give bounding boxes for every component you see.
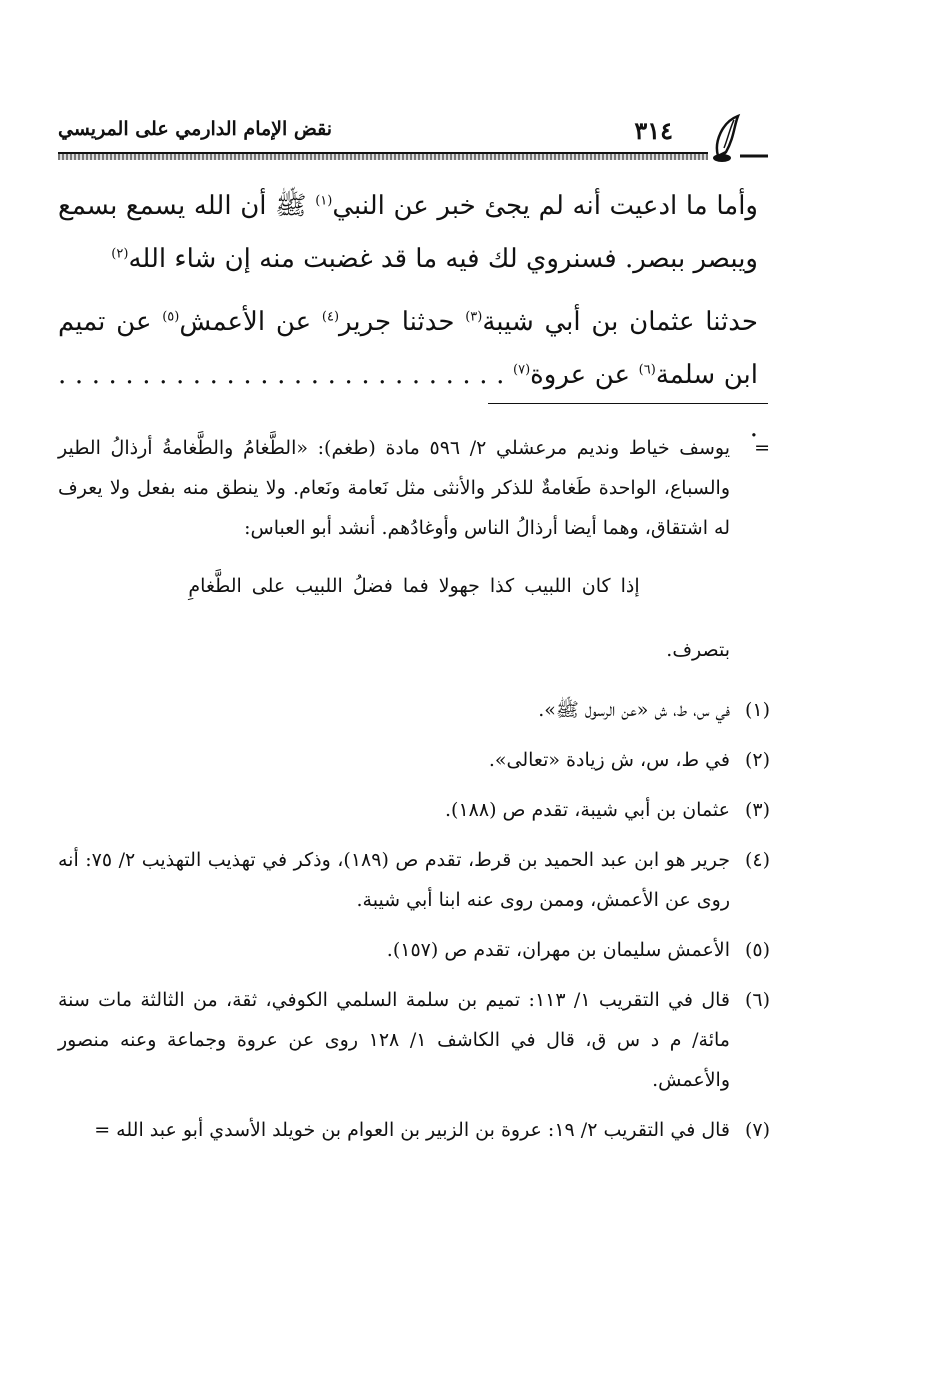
footnote-text: في ط، س، ش زيادة «تعالى». xyxy=(488,749,730,771)
main-paragraph xyxy=(58,180,758,286)
text-run: عن تميم ابن سلمة xyxy=(58,307,759,390)
footnote-ref: (٦) xyxy=(638,362,656,378)
quill-inkwell-icon xyxy=(704,112,768,164)
text-run: حدثنا عثمان بن أبي شيبة xyxy=(482,307,758,337)
main-text xyxy=(58,180,758,463)
text-run: وأما ما ادعيت أنه لم يجئ خبر عن النبي xyxy=(332,191,758,221)
text-run: عن عروة xyxy=(530,360,631,390)
footnote-text: عثمان بن أبي شيبة، تقدم ص (١٨٨). xyxy=(445,799,730,821)
footnote-ref: (٢) xyxy=(111,246,129,262)
footnote-text: الأعمش سليمان بن مهران، تقدم ص (١٥٧). xyxy=(386,939,730,961)
text-run: حدثنا جرير xyxy=(339,307,455,337)
page-header xyxy=(58,112,768,156)
footnote-text: جرير هو ابن عبد الحميد بن قرط، تقدم ص (١٨٩)، وذكر في تهذيب التهذيب ٢/ ٧٥: أنه روى عن الأعمش، وممن روى عنه ابنا أبي شيبة. xyxy=(58,849,730,911)
footnote-number: (٧) xyxy=(744,1119,770,1141)
poetry-verse: إذا كان اللبيب كذا جهولا فما فضلُ اللبيب على الطَّغامِ xyxy=(188,575,640,597)
footnote-text: قال في التقريب ١/ ١١٣: تميم بن سلمة السلمي الكوفي، ثقة، من الثالثة مات سنة مائة/ م د س ق، قال في الكاشف ١/ ١٢٨ روى عن عروة وجماعة وعنه منصور والأعمش. xyxy=(58,989,730,1091)
footnote-ref: (٧) xyxy=(513,362,531,378)
text-run: عن الأعمش xyxy=(179,307,312,337)
page-number: ٣١٤ xyxy=(634,116,673,145)
footnote-ref: (٥) xyxy=(162,309,180,325)
footnote-text: قال في التقريب ٢/ ١٩: عروة بن الزبير بن العوام بن خويلد الأسدي أبو عبد الله = xyxy=(94,1119,730,1141)
footnote-source-note: بتصرف. xyxy=(666,639,730,661)
footnote-number: (٦) xyxy=(744,989,770,1011)
footnote-ref: (٤) xyxy=(321,309,340,325)
footnote-item xyxy=(58,980,770,1100)
footnote-number: (٤) xyxy=(744,849,770,871)
header-rule xyxy=(58,152,708,160)
footnote-number: (٥) xyxy=(744,939,770,961)
footnote-item xyxy=(58,690,770,730)
footnote-separator xyxy=(488,403,768,404)
footnote-item xyxy=(58,1110,770,1150)
running-title: نقض الإمام الدارمي على المريسي xyxy=(58,118,333,140)
footnote-number: (١) xyxy=(744,699,770,721)
footnote-number: (٢) xyxy=(744,749,770,771)
footnotes xyxy=(58,428,770,1160)
text-run: ﷺ أن الله يسمع بسمع ويبصر ببصر. فسنروي لك فيه ما قد غضبت منه إن شاء الله xyxy=(58,191,758,274)
footnote-item xyxy=(58,790,770,830)
footnote-item xyxy=(58,840,770,920)
footnote-text: في س، ط، ش «عن الرسول ﷺ». xyxy=(538,699,730,721)
footnote-item xyxy=(58,740,770,780)
footnote-ref: (٣) xyxy=(465,309,483,325)
footnote-ref: (١) xyxy=(315,193,333,209)
footnote-continuation: = يوسف خياط ونديم مرعشلي ٢/ ٥٩٦ مادة (طغم): «الطَّغامُ والطَّغامةُ أرذالُ الطير والسباع، الواحدة طَغامةٌ للذكر والأنثى مثل نَعامة ونَعام. ولا ينطق منه بفعل ولا يعرف له اشتقاق، وهما أيضا أرذالُ الناس وأوغادُهم. أنشد أبو العباس: xyxy=(58,428,770,548)
footnote-item xyxy=(58,930,770,970)
footnote-number: (٣) xyxy=(744,799,770,821)
ellipsis: . . . . . . . . . . . . . . . . . . . . . . . . . . . . xyxy=(58,360,758,443)
